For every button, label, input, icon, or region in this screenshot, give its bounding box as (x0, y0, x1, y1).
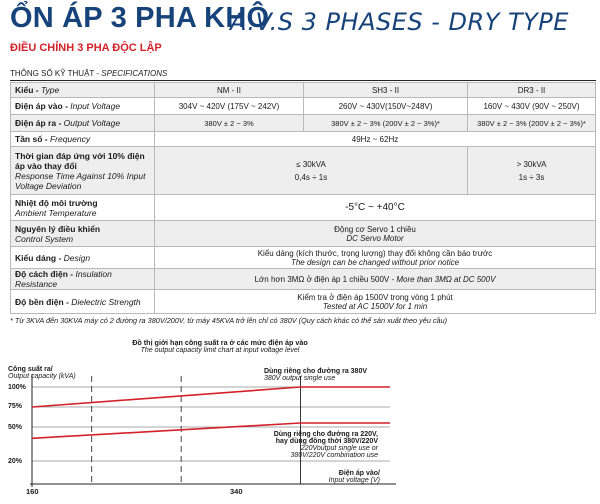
y-tick-label: 100% (8, 384, 26, 391)
series-380v-label: Dùng riêng cho đường ra 380V 380V output single use (264, 368, 368, 382)
specifications-table (10, 82, 596, 314)
cell-sh3: 380V ± 2 ~ 3% (200V ± 2 ~ 3%)* (304, 115, 468, 132)
y-tick-label: 50% (8, 424, 23, 431)
chart-title (60, 338, 380, 354)
row-label: Độ cách điện - Insulation Resistance (11, 269, 155, 290)
cell-temperature: -5°C ~ +40°C (155, 195, 596, 221)
cell-control-system: Động cơ Servo 1 chiều DC Servo Motor (155, 221, 596, 247)
chart-title-en: The output capacity limit chart at input voltage level (140, 347, 300, 354)
table-row-insulation (11, 269, 596, 290)
row-label: Độ bền điện - Dielectric Strength (11, 290, 155, 314)
table-row-control-system (11, 221, 596, 247)
row-label: Kiểu - Type (11, 83, 155, 98)
table-row-design (11, 247, 596, 269)
y-axis-label: Công suất ra/ Output capacity (kVA) (8, 366, 76, 380)
cell-response-small: ≤ 30kVA 0,4s ÷ 1s (155, 147, 468, 195)
row-label: Kiểu dáng - Design (11, 247, 155, 269)
row-label: Thời gian đáp ứng với 10% điện áp vào thay đổi Response Time Against 10% Input Voltage Deviation (11, 147, 155, 195)
series-380v-line (32, 387, 390, 407)
page-title-vietnamese: ỔN ÁP 3 PHA KHÔ (10, 2, 270, 34)
chart-title-vn: Đồ thị giới hạn công suất ra ở các mức điện áp vào (132, 338, 308, 347)
page-subtitle: ĐIỀU CHỈNH 3 PHA ĐỘC LẬP (10, 42, 162, 54)
cell-dielectric: Kiểm tra ở điện áp 1500V trong vòng 1 phút Tested at AC 1500V for 1 min (155, 290, 596, 314)
model-sh3: SH3 - II (304, 83, 468, 98)
y-tick-label: 75% (8, 403, 23, 410)
cell-nm: 304V ~ 420V (175V ~ 242V) (155, 98, 304, 115)
series-220v-label: Dùng riêng cho đường ra 220V, hay dùng đồng thời 380V/220V 220Voutput single use or 380V/220V combination use (273, 431, 378, 459)
x-tick-label: 340 (230, 487, 243, 496)
specifications-heading-en: SPECIFICATIONS (101, 69, 168, 78)
cell-dr3: 380V ± 2 ~ 3% (200V ± 2 ~ 3%)* (468, 115, 596, 132)
row-label: Nguyên lý điều khiển Control System (11, 221, 155, 247)
title-banner (6, 2, 596, 44)
table-row-response-time (11, 147, 596, 195)
table-row-input-voltage (11, 98, 596, 115)
x-axis-label: Điện áp vào/ Input voltage (V) (328, 470, 380, 484)
page-title-english: A.V.S 3 PHASES - DRY TYPE (230, 8, 569, 36)
y-tick-label: 20% (8, 458, 23, 465)
x-tick-label: 160 (26, 487, 39, 496)
table-row-type (11, 83, 596, 98)
model-dr3: DR3 - II (468, 83, 596, 98)
spec-footnote: * Từ 3KVA đến 30KVA máy có 2 đường ra 380V/200V, từ máy 45KVA trở lên chỉ có 380V (Quy cách khác có thể sản xuất theo yêu cầu) (10, 316, 448, 325)
cell-insulation: Lớn hơn 3MΩ ở điện áp 1 chiều 500V - More than 3MΩ at DC 500V (155, 269, 596, 290)
output-capacity-chart (0, 336, 600, 504)
row-label: Nhiệt độ môi trường Ambient Temperature (11, 195, 155, 221)
cell-design: Kiểu dáng (kích thước, trọng lượng) thay đổi không cần báo trước The design can be changed without prior notice (155, 247, 596, 269)
specifications-heading (10, 69, 167, 78)
row-label: Điện áp vào - Input Voltage (11, 98, 155, 115)
heading-rule (10, 80, 596, 81)
table-row-output-voltage (11, 115, 596, 132)
specifications-heading-vn: THÔNG SỐ KỸ THUẬT - (10, 69, 102, 78)
row-label: Tần số - Frequency (11, 132, 155, 147)
cell-sh3: 260V ~ 430V(150V~248V) (304, 98, 468, 115)
cell-dr3: 160V ~ 430V (90V ~ 250V) (468, 98, 596, 115)
cell-nm: 380V ± 2 ~ 3% (155, 115, 304, 132)
table-row-ambient-temperature (11, 195, 596, 221)
table-row-frequency (11, 132, 596, 147)
model-nm: NM - II (155, 83, 304, 98)
cell-frequency: 49Hz ~ 62Hz (155, 132, 596, 147)
row-label: Điện áp ra - Output Voltage (11, 115, 155, 132)
table-row-dielectric (11, 290, 596, 314)
cell-response-large: > 30kVA 1s ÷ 3s (468, 147, 596, 195)
